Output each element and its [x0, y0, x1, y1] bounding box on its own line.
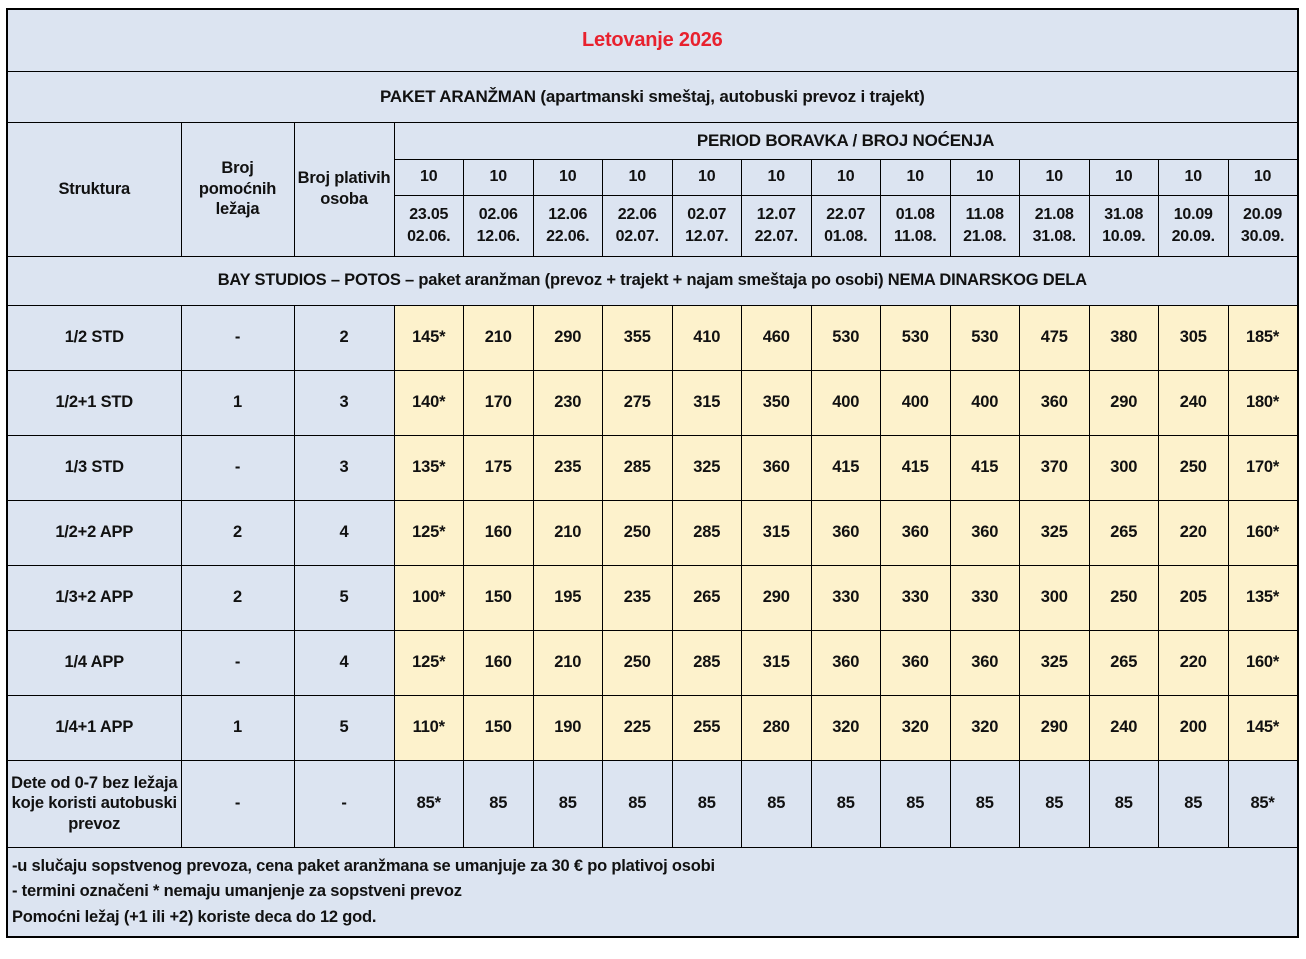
price-cell-2-11: 250 — [1159, 435, 1229, 500]
price-cell-2-7: 415 — [881, 435, 951, 500]
price-cell-2-12: 170* — [1228, 435, 1298, 500]
price-cell-0-7: 530 — [881, 305, 951, 370]
price-cell-1-7: 400 — [881, 370, 951, 435]
price-cell-3-10: 265 — [1089, 500, 1159, 565]
price-cell-6-9: 290 — [1020, 695, 1090, 760]
price-cell-2-1: 175 — [464, 435, 534, 500]
price-cell-1-1: 170 — [464, 370, 534, 435]
aux-beds-cell: 1 — [181, 370, 294, 435]
price-cell-3-4: 285 — [672, 500, 742, 565]
price-cell-1-6: 400 — [811, 370, 881, 435]
price-cell-1-12: 180* — [1228, 370, 1298, 435]
price-cell-4-8: 330 — [950, 565, 1020, 630]
price-cell-4-3: 235 — [603, 565, 673, 630]
price-cell-3-8: 360 — [950, 500, 1020, 565]
structure-cell: 1/3 STD — [7, 435, 181, 500]
payable-cell: 5 — [294, 695, 394, 760]
col-header-payable: Broj plativih osoba — [294, 122, 394, 256]
structure-cell: 1/3+2 APP — [7, 565, 181, 630]
table-row-5 — [7, 630, 1298, 695]
payable-cell: 4 — [294, 500, 394, 565]
payable-cell: 4 — [294, 630, 394, 695]
nights-col-5: 10 — [742, 159, 812, 195]
table-row-1 — [7, 370, 1298, 435]
price-cell-1-4: 315 — [672, 370, 742, 435]
aux-beds-cell: 1 — [181, 695, 294, 760]
price-cell-0-11: 305 — [1159, 305, 1229, 370]
price-cell-0-2: 290 — [533, 305, 603, 370]
price-cell-5-4: 285 — [672, 630, 742, 695]
price-cell-1-0: 140* — [394, 370, 464, 435]
price-cell-4-2: 195 — [533, 565, 603, 630]
price-cell-1-8: 400 — [950, 370, 1020, 435]
price-cell-7-5: 85 — [742, 760, 812, 847]
aux-beds-cell: - — [181, 760, 294, 847]
price-cell-4-7: 330 — [881, 565, 951, 630]
date-col-5: 12.07 22.07. — [742, 195, 812, 256]
package-subtitle: PAKET ARANŽMAN (apartmanski smeštaj, autobuski prevoz i trajekt) — [7, 71, 1298, 122]
price-cell-7-7: 85 — [881, 760, 951, 847]
price-cell-2-10: 300 — [1089, 435, 1159, 500]
notes-row — [7, 847, 1298, 937]
price-cell-0-4: 410 — [672, 305, 742, 370]
nights-col-7: 10 — [881, 159, 951, 195]
price-cell-6-3: 225 — [603, 695, 673, 760]
price-cell-3-7: 360 — [881, 500, 951, 565]
price-cell-5-8: 360 — [950, 630, 1020, 695]
footnote-2: Pomoćni ležaj (+1 ili +2) koriste deca do 12 god. — [12, 907, 377, 926]
price-cell-6-4: 255 — [672, 695, 742, 760]
date-col-10: 31.08 10.09. — [1089, 195, 1159, 256]
price-cell-4-11: 205 — [1159, 565, 1229, 630]
price-cell-2-5: 360 — [742, 435, 812, 500]
price-cell-3-1: 160 — [464, 500, 534, 565]
price-cell-3-9: 325 — [1020, 500, 1090, 565]
price-cell-7-4: 85 — [672, 760, 742, 847]
price-cell-4-0: 100* — [394, 565, 464, 630]
price-cell-3-12: 160* — [1228, 500, 1298, 565]
price-cell-0-1: 210 — [464, 305, 534, 370]
price-cell-2-6: 415 — [811, 435, 881, 500]
date-col-8: 11.08 21.08. — [950, 195, 1020, 256]
table-row-4 — [7, 565, 1298, 630]
price-cell-7-0: 85* — [394, 760, 464, 847]
price-cell-4-6: 330 — [811, 565, 881, 630]
footnotes — [7, 847, 1298, 937]
structure-cell: 1/2 STD — [7, 305, 181, 370]
nights-col-0: 10 — [394, 159, 464, 195]
price-cell-1-2: 230 — [533, 370, 603, 435]
aux-beds-cell: - — [181, 630, 294, 695]
date-col-6: 22.07 01.08. — [811, 195, 881, 256]
price-cell-7-10: 85 — [1089, 760, 1159, 847]
col-header-struktura: Struktura — [7, 122, 181, 256]
price-cell-5-5: 315 — [742, 630, 812, 695]
date-col-0: 23.05 02.06. — [394, 195, 464, 256]
date-col-3: 22.06 02.07. — [603, 195, 673, 256]
price-cell-4-12: 135* — [1228, 565, 1298, 630]
price-cell-5-6: 360 — [811, 630, 881, 695]
nights-col-2: 10 — [533, 159, 603, 195]
nights-col-6: 10 — [811, 159, 881, 195]
price-cell-6-5: 280 — [742, 695, 812, 760]
nights-col-8: 10 — [950, 159, 1020, 195]
date-col-4: 02.07 12.07. — [672, 195, 742, 256]
payable-cell: 3 — [294, 370, 394, 435]
price-cell-4-1: 150 — [464, 565, 534, 630]
table-row-2 — [7, 435, 1298, 500]
nights-col-1: 10 — [464, 159, 534, 195]
table-row-0 — [7, 305, 1298, 370]
price-cell-0-5: 460 — [742, 305, 812, 370]
price-cell-3-0: 125* — [394, 500, 464, 565]
price-cell-6-11: 200 — [1159, 695, 1229, 760]
payable-cell: - — [294, 760, 394, 847]
date-col-9: 21.08 31.08. — [1020, 195, 1090, 256]
payable-cell: 5 — [294, 565, 394, 630]
payable-cell: 3 — [294, 435, 394, 500]
subtitle-row — [7, 71, 1298, 122]
price-cell-0-0: 145* — [394, 305, 464, 370]
price-cell-1-11: 240 — [1159, 370, 1229, 435]
price-cell-6-12: 145* — [1228, 695, 1298, 760]
price-cell-5-11: 220 — [1159, 630, 1229, 695]
price-cell-6-8: 320 — [950, 695, 1020, 760]
price-cell-3-3: 250 — [603, 500, 673, 565]
table-row-child — [7, 760, 1298, 847]
price-cell-3-11: 220 — [1159, 500, 1229, 565]
price-cell-0-8: 530 — [950, 305, 1020, 370]
price-cell-6-10: 240 — [1089, 695, 1159, 760]
price-cell-1-10: 290 — [1089, 370, 1159, 435]
price-cell-7-2: 85 — [533, 760, 603, 847]
footnote-0: -u slučaju sopstvenog prevoza, cena paket aranžmana se umanjuje za 30 € po plativoj osobi — [12, 856, 715, 875]
price-cell-6-7: 320 — [881, 695, 951, 760]
price-cell-7-11: 85 — [1159, 760, 1229, 847]
price-cell-7-12: 85* — [1228, 760, 1298, 847]
price-cell-0-3: 355 — [603, 305, 673, 370]
nights-col-3: 10 — [603, 159, 673, 195]
nights-col-11: 10 — [1159, 159, 1229, 195]
price-cell-5-0: 125* — [394, 630, 464, 695]
price-cell-6-0: 110* — [394, 695, 464, 760]
date-col-1: 02.06 12.06. — [464, 195, 534, 256]
price-cell-2-4: 325 — [672, 435, 742, 500]
nights-col-9: 10 — [1020, 159, 1090, 195]
price-cell-5-3: 250 — [603, 630, 673, 695]
price-cell-0-9: 475 — [1020, 305, 1090, 370]
aux-beds-cell: 2 — [181, 565, 294, 630]
price-table — [6, 8, 1299, 938]
structure-cell: 1/4 APP — [7, 630, 181, 695]
aux-beds-cell: - — [181, 435, 294, 500]
price-cell-7-9: 85 — [1020, 760, 1090, 847]
structure-cell: 1/2+1 STD — [7, 370, 181, 435]
price-cell-6-1: 150 — [464, 695, 534, 760]
price-cell-1-9: 360 — [1020, 370, 1090, 435]
price-cell-4-10: 250 — [1089, 565, 1159, 630]
price-cell-0-12: 185* — [1228, 305, 1298, 370]
header-row-period — [7, 122, 1298, 159]
price-cell-5-2: 210 — [533, 630, 603, 695]
payable-cell: 2 — [294, 305, 394, 370]
date-col-12: 20.09 30.09. — [1228, 195, 1298, 256]
price-cell-3-5: 315 — [742, 500, 812, 565]
price-cell-5-1: 160 — [464, 630, 534, 695]
price-cell-2-8: 415 — [950, 435, 1020, 500]
col-header-aux-beds: Broj pomoćnih ležaja — [181, 122, 294, 256]
nights-col-10: 10 — [1089, 159, 1159, 195]
price-cell-7-8: 85 — [950, 760, 1020, 847]
section-header: BAY STUDIOS – POTOS – paket aranžman (prevoz + trajekt + najam smeštaja po osobi) NEMA DINARSKOG DELA — [7, 256, 1298, 305]
nights-col-12: 10 — [1228, 159, 1298, 195]
date-col-7: 01.08 11.08. — [881, 195, 951, 256]
price-cell-3-2: 210 — [533, 500, 603, 565]
price-cell-1-3: 275 — [603, 370, 673, 435]
price-cell-5-12: 160* — [1228, 630, 1298, 695]
price-cell-5-10: 265 — [1089, 630, 1159, 695]
price-cell-6-6: 320 — [811, 695, 881, 760]
table-row-3 — [7, 500, 1298, 565]
price-cell-6-2: 190 — [533, 695, 603, 760]
date-col-2: 12.06 22.06. — [533, 195, 603, 256]
date-col-11: 10.09 20.09. — [1159, 195, 1229, 256]
aux-beds-cell: - — [181, 305, 294, 370]
structure-cell: 1/4+1 APP — [7, 695, 181, 760]
price-cell-4-5: 290 — [742, 565, 812, 630]
price-cell-4-4: 265 — [672, 565, 742, 630]
section-header-row — [7, 256, 1298, 305]
price-cell-1-5: 350 — [742, 370, 812, 435]
col-header-period: PERIOD BORAVKA / BROJ NOĆENJA — [394, 122, 1298, 159]
price-cell-3-6: 360 — [811, 500, 881, 565]
price-cell-7-1: 85 — [464, 760, 534, 847]
price-cell-7-3: 85 — [603, 760, 673, 847]
price-cell-2-3: 285 — [603, 435, 673, 500]
aux-beds-cell: 2 — [181, 500, 294, 565]
price-cell-5-9: 325 — [1020, 630, 1090, 695]
price-cell-2-0: 135* — [394, 435, 464, 500]
price-cell-2-9: 370 — [1020, 435, 1090, 500]
structure-cell: 1/2+2 APP — [7, 500, 181, 565]
table-row-6 — [7, 695, 1298, 760]
footnote-1: - termini označeni * nemaju umanjenje za sopstveni prevoz — [12, 882, 462, 901]
price-cell-0-10: 380 — [1089, 305, 1159, 370]
price-cell-7-6: 85 — [811, 760, 881, 847]
page-title: Letovanje 2026 — [7, 9, 1298, 71]
structure-cell: Dete od 0-7 bez ležaja koje koristi autobuski prevoz — [7, 760, 181, 847]
price-cell-4-9: 300 — [1020, 565, 1090, 630]
price-cell-5-7: 360 — [881, 630, 951, 695]
title-row — [7, 9, 1298, 71]
price-cell-2-2: 235 — [533, 435, 603, 500]
price-cell-0-6: 530 — [811, 305, 881, 370]
nights-col-4: 10 — [672, 159, 742, 195]
